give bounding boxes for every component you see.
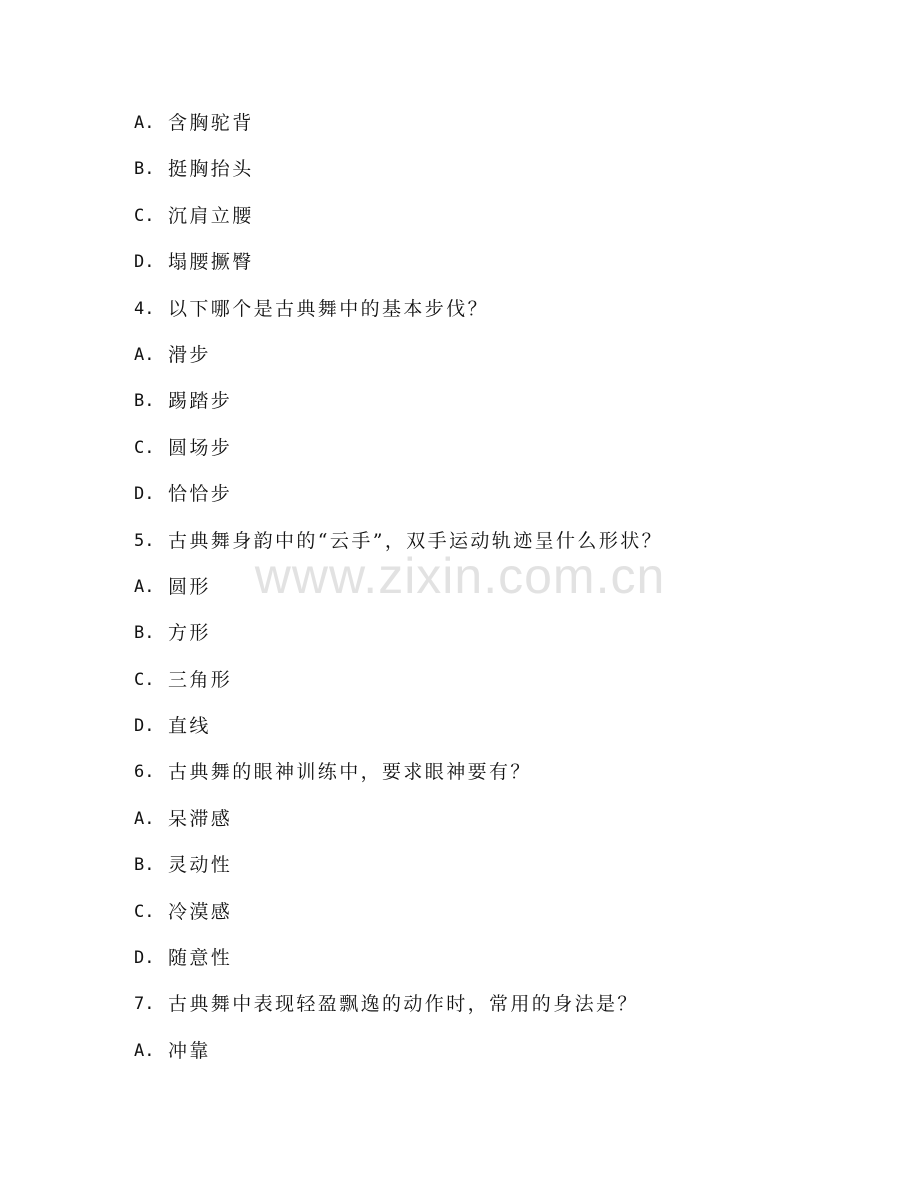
question-text: 古典舞中表现轻盈飘逸的动作时，常用的身法是？: [168, 993, 639, 1016]
option-text: 冷漠感: [168, 900, 233, 923]
option-marker: B.: [134, 391, 155, 412]
option-marker: A.: [134, 1040, 155, 1061]
option-marker: D.: [134, 484, 155, 505]
question-text: 古典舞身韵中的“云手”，双手运动轨迹呈什么形状？: [168, 529, 664, 552]
question-line: [134, 758, 854, 804]
option-marker: A.: [134, 344, 155, 365]
option-marker: C.: [134, 901, 155, 922]
option-text: 灵动性: [168, 854, 233, 877]
option-line: [134, 898, 854, 944]
option-text: 方形: [168, 622, 211, 645]
option-line: [134, 480, 854, 526]
option-line: [134, 805, 854, 851]
option-line: [134, 944, 854, 990]
option-marker: B.: [134, 623, 155, 644]
question-text: 以下哪个是古典舞中的基本步伐？: [168, 297, 490, 320]
option-text: 呆滞感: [168, 807, 233, 830]
option-line: [134, 248, 854, 294]
option-text: 圆形: [168, 575, 211, 598]
question-number: 6.: [134, 762, 155, 783]
question-line: [134, 527, 854, 573]
option-line: [134, 341, 854, 387]
option-marker: C.: [134, 437, 155, 458]
option-line: [134, 109, 854, 155]
option-text: 恰恰步: [168, 483, 233, 506]
option-line: [134, 666, 854, 712]
option-text: 沉肩立腰: [168, 204, 254, 227]
option-line: [134, 434, 854, 480]
option-text: 直线: [168, 715, 211, 738]
question-text: 古典舞的眼神训练中，要求眼神要有？: [168, 761, 532, 784]
option-marker: D.: [134, 252, 155, 273]
question-number: 5.: [134, 530, 155, 551]
option-text: 挺胸抬头: [168, 158, 254, 181]
option-text: 圆场步: [168, 436, 233, 459]
option-text: 含胸驼背: [168, 112, 254, 134]
question-line: [134, 295, 854, 341]
option-line: [134, 619, 854, 665]
watermark: www.zixin.com.cn: [254, 548, 666, 604]
option-line: [134, 573, 854, 619]
option-marker: D.: [134, 948, 155, 969]
option-line: [134, 387, 854, 433]
option-marker: B.: [134, 159, 155, 180]
option-text: 三角形: [168, 668, 233, 691]
question-number: 7.: [134, 994, 155, 1015]
option-line: [134, 712, 854, 758]
option-text: 冲靠: [168, 1039, 211, 1062]
question-line: [134, 990, 854, 1036]
question-number: 4.: [134, 298, 155, 319]
option-line: [134, 1037, 854, 1083]
option-line: [134, 202, 854, 248]
option-marker: A.: [134, 113, 155, 133]
option-text: 塌腰撅臀: [168, 251, 254, 274]
option-line: [134, 155, 854, 201]
option-marker: A.: [134, 576, 155, 597]
option-text: 滑步: [168, 343, 211, 366]
option-marker: C.: [134, 205, 155, 226]
option-marker: B.: [134, 855, 155, 876]
option-text: 随意性: [168, 947, 233, 970]
option-line: [134, 851, 854, 897]
option-marker: D.: [134, 716, 155, 737]
option-text: 踢踏步: [168, 390, 233, 413]
question-list: [134, 109, 854, 1083]
option-marker: C.: [134, 669, 155, 690]
option-marker: A.: [134, 808, 155, 829]
